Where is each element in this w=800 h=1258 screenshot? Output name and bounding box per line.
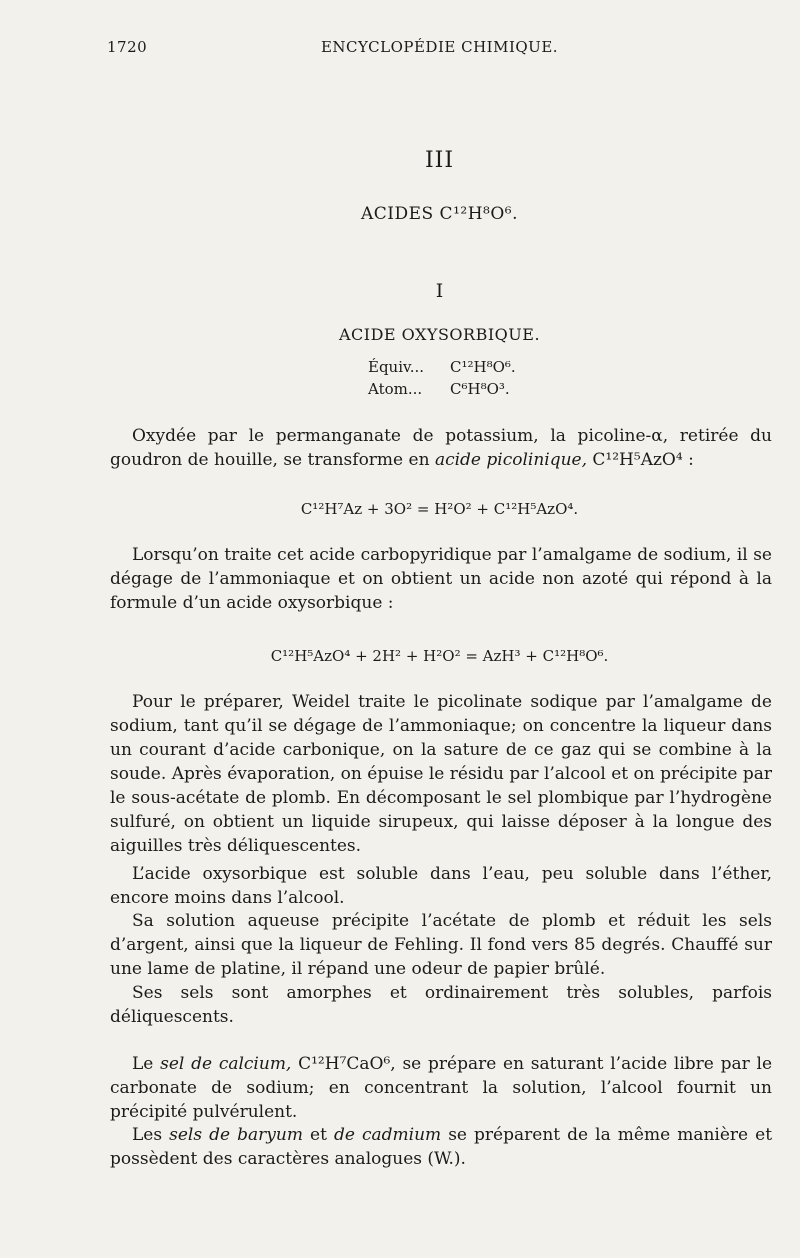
paragraph-calcium-salt — [110, 1052, 772, 1124]
p8-emphasis-1: sels de baryum — [169, 1125, 303, 1145]
paragraph-oxidation — [110, 424, 772, 472]
p7-text: Le — [132, 1054, 161, 1074]
equivalent-formula — [368, 358, 516, 376]
p1-text-end: C¹²H⁵AzO⁴ : — [587, 450, 694, 470]
paragraph-solubility: L’acide oxysorbique est soluble dans l’eau, peu soluble dans l’éther, encore moins dans l’alcool. — [110, 864, 772, 908]
p8-text: Les — [132, 1125, 170, 1145]
paragraph-barium-cadmium — [110, 1123, 772, 1171]
section-title-formula: ¹²H⁸O⁶. — [453, 204, 519, 224]
page-header — [107, 38, 772, 60]
p8-text-mid: et — [302, 1125, 334, 1145]
paragraph-salts: Ses sels sont amorphes et ordinairement très solubles, parfois déliquescents. — [110, 983, 772, 1027]
subsection-title: ACIDE OXYSORBIQUE. — [338, 325, 541, 344]
atomic-label: Atom... — [368, 380, 423, 398]
atomic-value: C⁶H⁸O³. — [450, 380, 510, 398]
equivalent-value: C¹²H⁸O⁶. — [450, 358, 516, 376]
subsection-number: I — [435, 280, 444, 302]
equivalent-label: Équiv... — [368, 358, 425, 376]
running-title: ENCYCLOPÉDIE CHIMIQUE. — [320, 38, 559, 56]
page-number: 1720 — [107, 38, 148, 56]
p8-text-end: se préparent de la même manière et possèdent des caractères analogues (W.). — [110, 1125, 773, 1169]
p7-text-end: C¹²H⁷CaO⁶, se prépare en saturant l’acide libre par le carbonate de sodium; en concentrant la solution, l’alcool fournit un précipité pulvérulent. — [110, 1054, 772, 1122]
section-title — [107, 204, 772, 224]
atomic-formula — [368, 380, 510, 398]
p7-emphasis: sel de calcium, — [160, 1054, 292, 1074]
formula-oxidation: C¹²H⁷Az + 3O² = H²O² + C¹²H⁵AzO⁴. — [300, 500, 579, 518]
section-number: III — [424, 148, 455, 173]
formula-reduction: C¹²H⁵AzO⁴ + 2H² + H²O² = AzH³ + C¹²H⁸O⁶. — [270, 647, 609, 665]
p8-emphasis-2: de cadmium — [333, 1125, 442, 1145]
p1-emphasis: acide picolinique, — [434, 450, 588, 470]
paragraph-reduction: Lorsqu’on traite cet acide carbopyridique par l’amalgame de sodium, il se dégage de l’ammoniaque et on obtient un acide non azoté qui répond à la formule d’un acide oxysorbique : — [110, 545, 772, 613]
paragraph-reactions: Sa solution aqueuse précipite l’acétate de plomb et réduit les sels d’argent, ainsi que la liqueur de Fehling. Il fond vers 85 degrés. Chauffé sur une lame de platine, il répand une odeur de papier brûlé. — [110, 911, 772, 979]
paragraph-preparation: Pour le préparer, Weidel traite le picolinate sodique par l’amalgame de sodium, tant qu’il se dégage de l’ammoniaque; on concentre la liqueur dans un courant d’acide carbonique, on la sature de ce gaz qui se combine à la soude. Après évaporation, on épuise le résidu par l’alcool et on précipite par le sous-acétate de plomb. En décomposant le sel plombique par l’hydrogène sulfuré, on obtient un liquide sirupeux, qui laisse déposer à la longue des aiguilles très déliquescentes. — [110, 692, 772, 856]
p1-text: Oxydée par le permanganate de potassium, la picoline-α, retirée du goudron de houille, se transforme en — [110, 426, 772, 470]
section-title-prefix: ACIDES C — [360, 204, 454, 224]
